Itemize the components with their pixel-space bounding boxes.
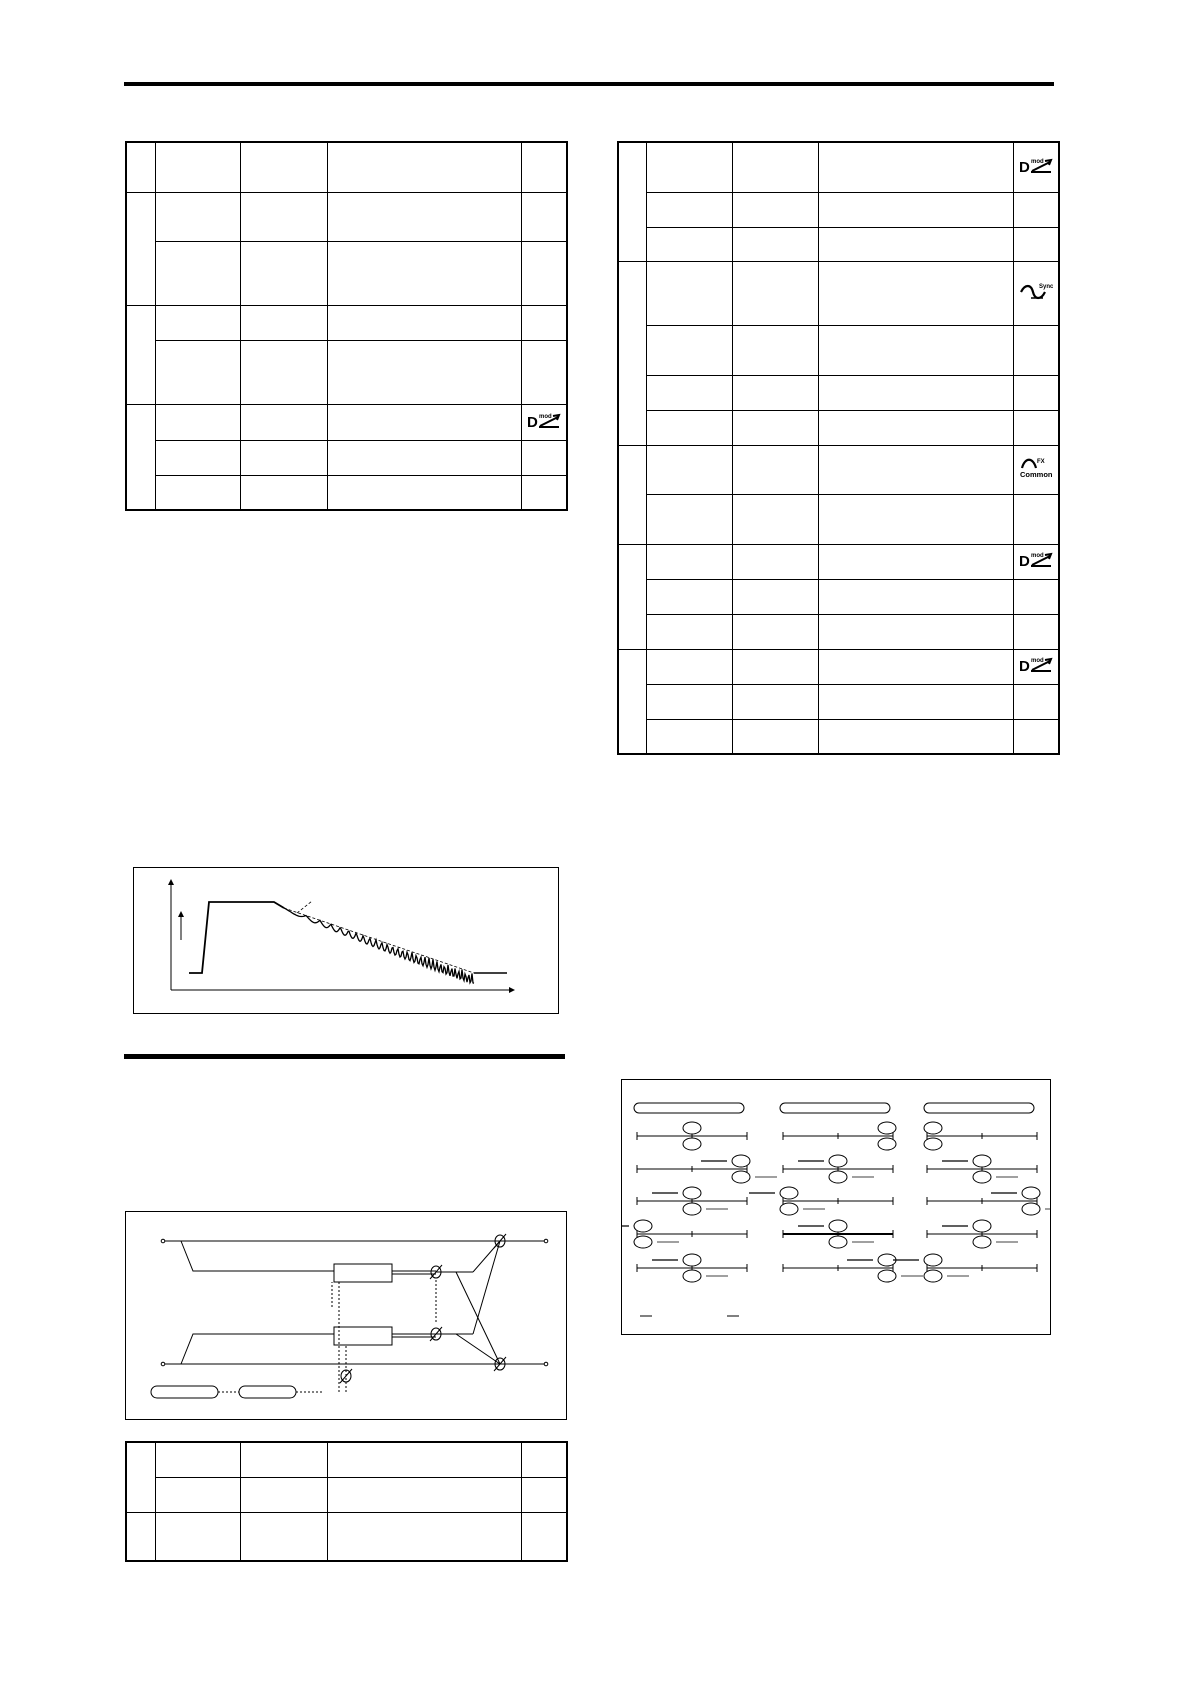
table-cell (240, 1442, 327, 1477)
group-cell (618, 261, 646, 445)
table-cell (155, 1477, 240, 1512)
group-cell (618, 445, 646, 544)
pan-position-circle (924, 1138, 942, 1150)
table-cell (327, 192, 521, 241)
icon-cell (521, 1512, 567, 1561)
table-row (126, 241, 567, 305)
group-cell (126, 192, 155, 305)
pan-position-circle (732, 1155, 750, 1167)
fx-common-icon (1019, 455, 1053, 479)
svg-text:D: D (526, 413, 538, 429)
pan-position-circle (924, 1122, 942, 1134)
table-cell (818, 614, 1013, 649)
svg-text:mod: mod (1030, 658, 1044, 664)
table-cell (818, 445, 1013, 494)
icon-cell (521, 475, 567, 510)
header-rule (124, 82, 1054, 86)
decay-wave (284, 908, 474, 983)
pan-position-circle (780, 1187, 798, 1199)
table-cell (646, 614, 732, 649)
dmod-icon (1019, 655, 1053, 673)
group-cell (126, 305, 155, 404)
pan-position-circle (829, 1171, 847, 1183)
table-cell (327, 340, 521, 404)
icon-cell (1013, 192, 1059, 227)
icon-cell (521, 1477, 567, 1512)
table-cell (327, 404, 521, 440)
table-cell (155, 440, 240, 475)
table-cell (327, 241, 521, 305)
group-cell (126, 404, 155, 510)
table-row (126, 475, 567, 510)
svg-text:Sync: Sync (1038, 283, 1053, 290)
table-cell (732, 192, 818, 227)
pan-diagram (621, 1079, 1051, 1335)
pan-position-circle (683, 1270, 701, 1282)
table-cell (646, 192, 732, 227)
table-cell (240, 340, 327, 404)
table-row (126, 340, 567, 404)
pan-position-circle (924, 1270, 942, 1282)
table-cell (732, 649, 818, 684)
decay-graph (134, 868, 558, 1013)
dmod-icon (1019, 550, 1053, 568)
table-cell (155, 475, 240, 510)
svg-text:mod: mod (1030, 158, 1044, 165)
icon-cell (1013, 227, 1059, 261)
table-cell (240, 305, 327, 340)
table-row (126, 192, 567, 241)
table-cell (732, 684, 818, 719)
table-cell (732, 410, 818, 445)
table-row (618, 649, 1059, 684)
dmod-icon (527, 411, 561, 429)
table-cell (646, 494, 732, 544)
table-cell (818, 719, 1013, 754)
table-cell (646, 410, 732, 445)
table-cell (646, 719, 732, 754)
pan-position-circle (634, 1220, 652, 1232)
table-cell (155, 404, 240, 440)
icon-cell (1013, 579, 1059, 614)
table-cell (240, 440, 327, 475)
pan-position-circle (683, 1187, 701, 1199)
decay-graph-figure (133, 867, 559, 1014)
table-row (618, 375, 1059, 410)
table-cell (732, 375, 818, 410)
icon-cell (521, 440, 567, 475)
group-cell (126, 1512, 155, 1561)
pan-position-circle (878, 1270, 896, 1282)
pan-position-circle (973, 1171, 991, 1183)
svg-text:D: D (1018, 158, 1030, 174)
table-cell (646, 544, 732, 579)
table-cell (646, 445, 732, 494)
table-cell (732, 494, 818, 544)
pan-position-circle (683, 1254, 701, 1266)
icon-cell (1013, 375, 1059, 410)
pan-position-circle (878, 1138, 896, 1150)
table-cell (327, 1512, 521, 1561)
table-row (618, 579, 1059, 614)
table-row (126, 440, 567, 475)
icon-cell (1013, 719, 1059, 754)
icon-cell (1013, 544, 1059, 579)
table-cell (327, 142, 521, 192)
icon-cell (1013, 494, 1059, 544)
pan-position-circle (634, 1236, 652, 1248)
block-diagram (125, 1211, 567, 1420)
group-cell (618, 142, 646, 261)
table-row (618, 494, 1059, 544)
icon-cell (1013, 649, 1059, 684)
table-cell (327, 475, 521, 510)
table-cell (818, 579, 1013, 614)
parameter-table-right (617, 141, 1060, 755)
table-cell (818, 494, 1013, 544)
pan-position-circle (878, 1122, 896, 1134)
pan-position-circle (973, 1155, 991, 1167)
sync-icon (1019, 280, 1053, 302)
table-cell (646, 684, 732, 719)
icon-cell (521, 142, 567, 192)
table-cell (155, 305, 240, 340)
process-block-bottom (334, 1327, 392, 1345)
column-header-box (780, 1103, 890, 1113)
pan-position-circle (780, 1203, 798, 1215)
table-cell (327, 1442, 521, 1477)
table-cell (732, 142, 818, 192)
table-cell (646, 325, 732, 375)
group-cell (126, 142, 155, 192)
table-row (618, 142, 1059, 192)
dmod-icon (1019, 156, 1053, 174)
table-cell (732, 261, 818, 325)
parameter-table-left-bottom (125, 1441, 568, 1562)
table-cell (818, 192, 1013, 227)
table-cell (240, 192, 327, 241)
table-row (618, 410, 1059, 445)
table-cell (646, 227, 732, 261)
pan-position-circle (829, 1220, 847, 1232)
icon-cell (521, 404, 567, 440)
table-row (618, 261, 1059, 325)
pan-position-circle (683, 1122, 701, 1134)
svg-text:FX: FX (1036, 459, 1045, 465)
section-rule (124, 1054, 565, 1059)
table-row (618, 684, 1059, 719)
table-cell (646, 261, 732, 325)
table-cell (240, 475, 327, 510)
column-header-box (634, 1103, 744, 1113)
table-cell (327, 1477, 521, 1512)
icon-cell (521, 1442, 567, 1477)
table-cell (155, 340, 240, 404)
pan-position-circle (683, 1138, 701, 1150)
table-cell (155, 192, 240, 241)
table-row (126, 305, 567, 340)
icon-cell (1013, 614, 1059, 649)
pan-position-circle (973, 1236, 991, 1248)
table-cell (732, 614, 818, 649)
table-row (126, 1442, 567, 1477)
svg-text:D: D (1018, 658, 1030, 673)
table-cell (818, 649, 1013, 684)
pan-position-circle (924, 1254, 942, 1266)
table-cell (818, 227, 1013, 261)
table-row (126, 404, 567, 440)
table-cell (240, 241, 327, 305)
table-row (618, 445, 1059, 494)
table-row (618, 544, 1059, 579)
table-cell (646, 375, 732, 410)
table-cell (646, 142, 732, 192)
pan-position-circle (1022, 1187, 1040, 1199)
icon-cell (1013, 445, 1059, 494)
icon-cell (1013, 325, 1059, 375)
table-cell (646, 579, 732, 614)
table-cell (818, 142, 1013, 192)
table-row (618, 192, 1059, 227)
icon-cell (521, 241, 567, 305)
table-cell (732, 719, 818, 754)
icon-cell (1013, 142, 1059, 192)
icon-cell (521, 340, 567, 404)
table-cell (327, 305, 521, 340)
table-cell (155, 1442, 240, 1477)
table-cell (155, 1512, 240, 1561)
svg-text:Common: Common (1019, 470, 1053, 479)
table-cell (732, 325, 818, 375)
pan-position-circle (829, 1236, 847, 1248)
group-cell (126, 1442, 155, 1512)
process-block-top (334, 1264, 392, 1282)
icon-cell (1013, 410, 1059, 445)
table-row (618, 325, 1059, 375)
pan-position-circle (1022, 1203, 1040, 1215)
group-cell (618, 649, 646, 754)
pan-position-circle (973, 1220, 991, 1232)
pan-position-circle (732, 1171, 750, 1183)
column-header-box (924, 1103, 1034, 1113)
table-cell (818, 261, 1013, 325)
table-cell (240, 404, 327, 440)
pan-position-circle (829, 1155, 847, 1167)
table-row (126, 142, 567, 192)
icon-cell (521, 305, 567, 340)
table-cell (818, 544, 1013, 579)
table-cell (646, 649, 732, 684)
table-cell (155, 241, 240, 305)
table-cell (240, 142, 327, 192)
table-cell (155, 142, 240, 192)
table-row (126, 1477, 567, 1512)
table-cell (818, 410, 1013, 445)
table-cell (240, 1512, 327, 1561)
table-cell (327, 440, 521, 475)
table-row (126, 1512, 567, 1561)
icon-cell (1013, 684, 1059, 719)
icon-cell (1013, 261, 1059, 325)
group-cell (618, 544, 646, 649)
table-cell (240, 1477, 327, 1512)
table-cell (818, 684, 1013, 719)
svg-text:D: D (1018, 553, 1030, 568)
table-cell (818, 375, 1013, 410)
table-cell (732, 227, 818, 261)
table-cell (732, 445, 818, 494)
table-row (618, 614, 1059, 649)
svg-text:mod: mod (538, 413, 552, 420)
table-row (618, 719, 1059, 754)
table-cell (732, 544, 818, 579)
pan-position-circle (683, 1203, 701, 1215)
table-row (618, 227, 1059, 261)
table-cell (818, 325, 1013, 375)
parameter-table-left-top (125, 141, 568, 511)
svg-text:mod: mod (1030, 553, 1044, 559)
table-cell (732, 579, 818, 614)
icon-cell (521, 192, 567, 241)
